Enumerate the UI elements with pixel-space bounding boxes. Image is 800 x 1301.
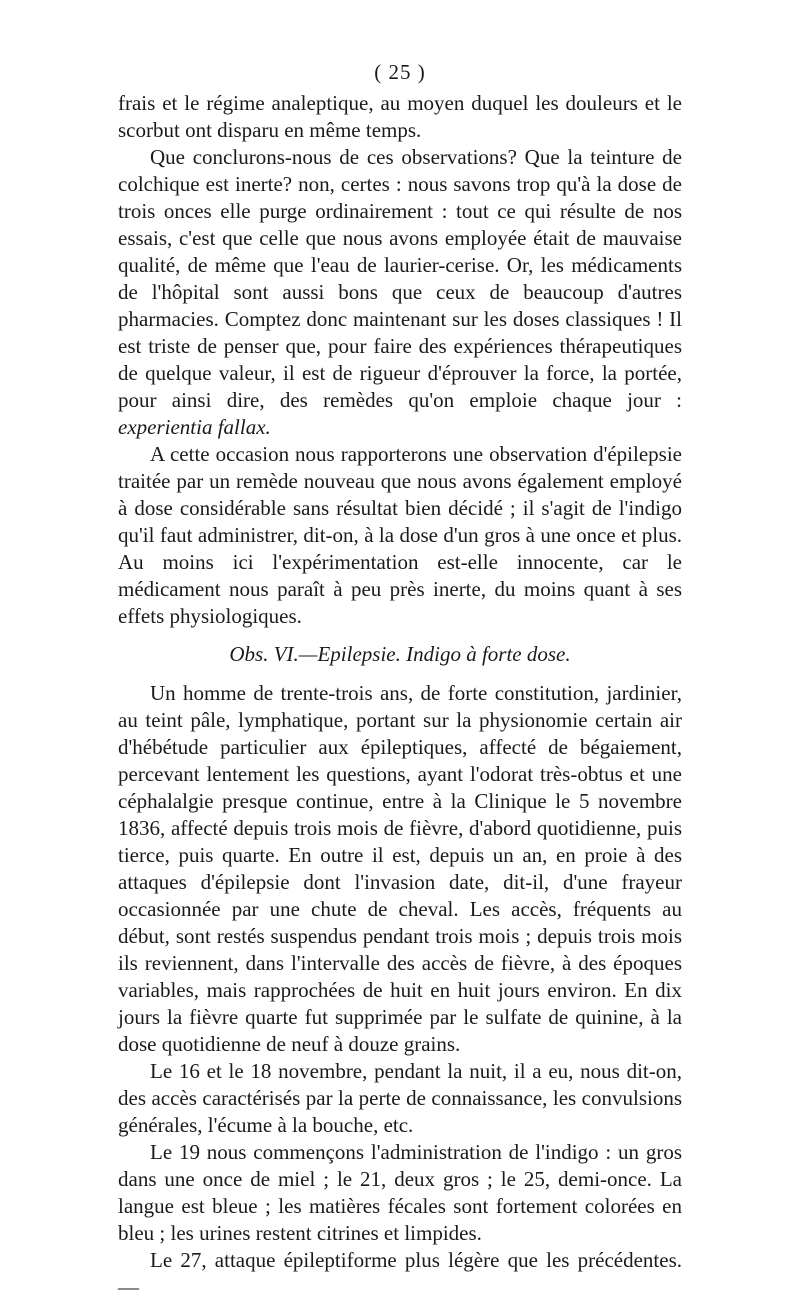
- paragraph-27-november: Le 27, attaque épileptiforme plus légère que les précédentes. —: [118, 1248, 682, 1299]
- paragraph-case-description: Un homme de trente-trois ans, de forte constitution, jardinier, au teint pâle, lymphatique, portant sur la physionomie certain air d'hébétude particulier aux épileptiques, affecté de bégaiement, percevant lentement les questions, ayant l'odorat très-obtus et une céphalalgie presque continue, entre à la Clinique le 5 novembre 1836, affecté depuis trois mois de fièvre, d'abord quotidienne, puis tierce, puis quarte. En outre il est, depuis un an, en proie à des attaques d'épilepsie dont l'invasion date, dit-il, d'une frayeur occasionnée par une chute de cheval. Les accès, fréquents au début, sont restés suspendus pendant trois mois ; depuis trois mois ils reviennent, dans l'intervalle des accès de fièvre, à des époques variables, mais rapprochées de huit en huit jours environ. En dix jours la fièvre quarte fut supprimée par le sulfate de quinine, à la dose quotidienne de neuf à douze grains.: [118, 681, 682, 1056]
- paragraph-november-attacks: Le 16 et le 18 novembre, pendant la nuit, il a eu, nous dit-on, des accès caractérisés par la perte de connaissance, les convulsions générales, l'écume à la bouche, etc.: [118, 1059, 682, 1137]
- page-number: ( 25 ): [374, 60, 426, 84]
- paragraph-indigo-intro: A cette occasion nous rapporterons une observation d'épilepsie traitée par un remède nouveau que nous avons également employé à dose considérable sans résultat bien décidé ; il s'agit de l'indigo qu'il faut administrer, dit-on, à la dose d'un gros à une once et plus. Au moins ici l'expérimentation est-elle innocente, car le médicament nous paraît à peu près inerte, du moins quant à ses effets physiologiques.: [118, 442, 682, 628]
- paragraph-conclusions-text: Que conclurons-nous de ces observations? Que la teinture de colchique est inerte? non, certes : nous savons trop qu'à la dose de trois onces elle purge ordinairement : tout ce qui résulte de nos essais, c'est que celle que nous avons employée était de mauvaise qualité, de même que l'eau de laurier-cerise. Or, les médicaments de l'hôpital sont aussi bons que ceux de beaucoup d'autres pharmacies. Comptez donc maintenant sur les doses classiques ! Il est triste de penser que, pour faire des expériences thérapeutiques de quelque valeur, il est de rigueur d'éprouver la force, la portée, pour ainsi dire, des remèdes qu'on emploie chaque jour :: [118, 145, 682, 412]
- body-text: [118, 90, 682, 1301]
- observation-heading: Obs. VI.—Epilepsie. Indigo à forte dose.: [229, 642, 571, 666]
- paragraph-conclusions: [118, 144, 682, 441]
- latin-quote: experientia fallax.: [118, 415, 271, 439]
- paragraph-indigo-dosing: Le 19 nous commençons l'administration de l'indigo : un gros dans une once de miel ; le 21, deux gros ; le 25, demi-once. La langue est bleue ; les matières fécales sont fortement colorées en bleu ; les urines restent citrines et limpides.: [118, 1140, 682, 1245]
- paragraph-continuation: frais et le régime analeptique, au moyen duquel les douleurs et le scorbut ont disparu en même temps.: [118, 91, 682, 142]
